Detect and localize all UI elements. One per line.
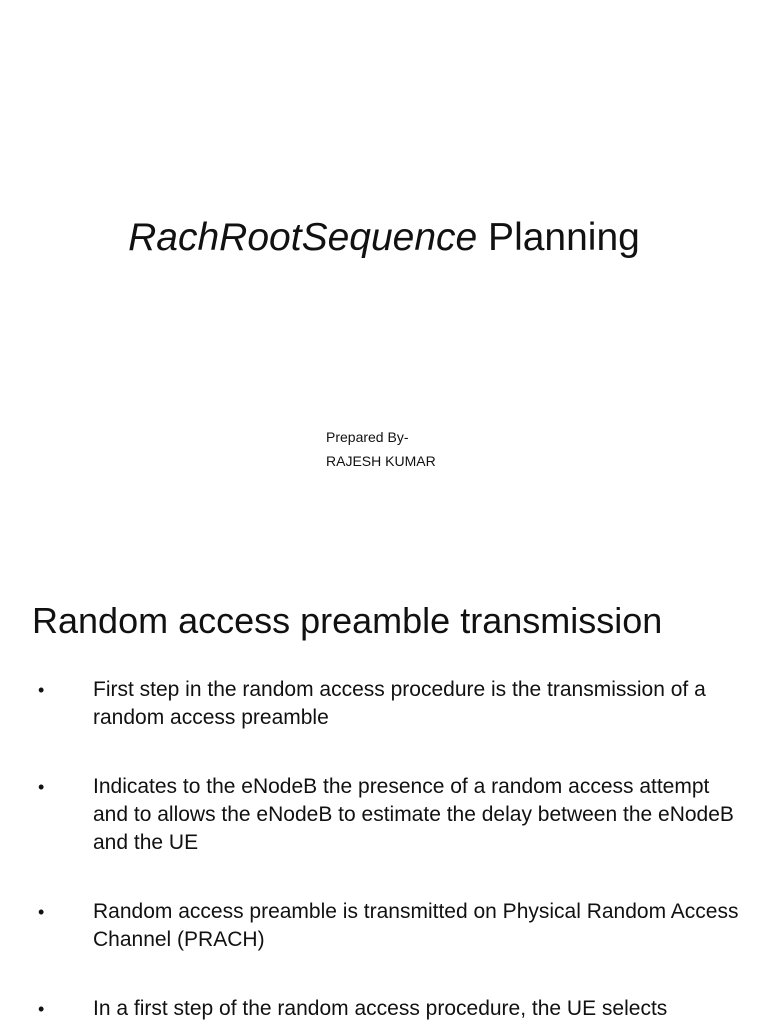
content-slide	[0, 576, 768, 1024]
bullet-dot-icon: •	[38, 902, 45, 922]
slide-title: Random access preamble transmission	[32, 600, 663, 641]
title-plain-part: Planning	[477, 216, 640, 259]
bullet-text: Random access preamble is transmitted on Physical Random Access Channel (PRACH)	[93, 900, 739, 951]
prepared-by-label: Prepared By-	[326, 429, 409, 445]
bullet-text: Indicates to the eNodeB the presence of a random access attempt and to allows the eNodeB to estimate the delay between the eNodeB and the UE	[93, 775, 734, 854]
bullet-list	[0, 676, 768, 1024]
bullet-text: First step in the random access procedure is the transmission of a random access preamble	[93, 678, 706, 729]
bullet-dot-icon: •	[38, 999, 45, 1019]
author-name: RAJESH KUMAR	[326, 453, 436, 469]
title-italic-part: RachRootSequence	[128, 216, 478, 259]
presentation-title	[0, 214, 768, 262]
bullet-dot-icon: •	[38, 777, 45, 797]
bullet-text: In a first step of the random access procedure, the UE selects	[93, 997, 668, 1020]
bullet-dot-icon: •	[38, 680, 45, 700]
byline	[326, 425, 436, 473]
bullet-item	[0, 898, 768, 954]
bullet-item	[0, 773, 768, 857]
bullet-item	[0, 676, 768, 732]
bullet-item	[0, 995, 768, 1023]
